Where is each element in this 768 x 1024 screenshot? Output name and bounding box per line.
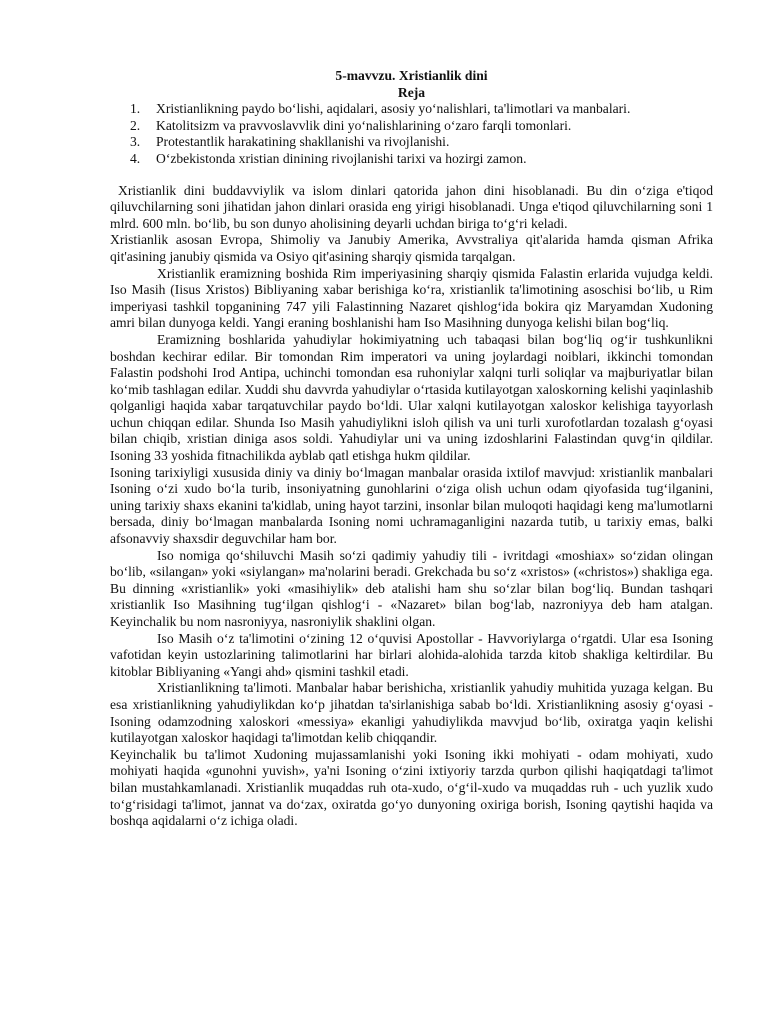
plan-item: [110, 118, 713, 135]
plan-item-text: Protestantlik harakatining shakllanishi va rivojlanishi.: [156, 134, 450, 150]
document-body: [110, 68, 713, 830]
paragraph: Iso Masih o‘z ta'limotini o‘zining 12 o‘quvisi Apostollar - Havvoriylarga o‘rgatdi. Ular esa Isoning vafotidan keyin ustozlarining talimotlarini har birlari alohida-alohida tarzda kitob shakliga keltirdilar. Bu kitoblar Bibliyaning «Yangi ahd» qismini tashkil etadi.: [110, 630, 713, 679]
plan-item-number: 3.: [130, 134, 141, 150]
plan-item-text: Katolitsizm va pravvoslavvlik dini yo‘nalishlarining o‘zaro farqli tomonlari.: [156, 117, 572, 133]
paragraph: Eramizning boshlarida yahudiylar hokimiyatning uch tabaqasi bilan bog‘liq og‘ir tushkunlikni boshdan kechirar edilar. Bir tomondan Rim imperatori va uning joylardagi noiblari, ikkinchi tomondan Falastin podshohi Irod Antipa, uchinchi tomondan esa ruhoniylar xalqni turli soliqlar va majburiyatlar bilan ko‘mib tashlagan edilar. Xuddi shu davvrda yahudiylar o‘rtasida kutilayotgan xaloskorning kelishi yaqinlashib qolganligi haqida xabar tarqatuvchilar paydo bo‘ldi. Ular xalqni kutilayotgan xaloskor kelishiga tayyorlash uchun chiqqan edilar. Shunda Iso Masih yahudiylikni isloh qilish va uni turli xurofotlardan tozalash g‘oyasi bilan chiqib, xristian diniga asos soldi. Yahudiylar uni va uning izdoshlarini Falastindan quvg‘in qildilar. Isoning 33 yoshida fitnachilikda ayblab qatl etishga hukm qildilar.: [110, 331, 713, 464]
plan-item-number: 4.: [130, 150, 141, 166]
document-title: 5-mavvzu. Xristianlik dini: [335, 68, 488, 83]
paragraph: Xristianlikning ta'limoti. Manbalar habar berishicha, xristianlik yahudiy muhitida yuzaga kelgan. Bu esa xristianlikning yahudiylikdan ko‘p jihatdan ta'sirlanishiga sabab bo‘ldi. Xristianlikning asosiy g‘oyasi - Isoning odamzodning xaloskori «messiya» ekanligi yahudiylikda mavvjud bo‘lib, oxiratga yaqin kelishi kutilayotgan xaloskor haqidagi ta'limotdan kelib chiqqandir.: [110, 680, 713, 746]
plan-item-text: O‘zbekistonda xristian dinining rivojlanishi tarixi va hozirgi zamon.: [156, 150, 527, 166]
plan-item: [110, 101, 713, 118]
plan-item: [110, 134, 713, 151]
plan-item-text: Xristianlikning paydo bo‘lishi, aqidalari, asosiy yo‘nalishlari, ta'limotlari va manbalari.: [156, 101, 631, 117]
paragraph: Xristianlik eramizning boshida Rim imperiyasining sharqiy qismida Falastin erlarida vujudga keldi. Iso Masih (Iisus Xristos) Bibliyaning xabar berishiga ko‘ra, xristianlik ta'limotining asoschisi bo‘lib, u Rim imperiyasi tashkil topganining 747 yili Falastinning Nazaret qishlog‘ida bokira qiz Maryamdan Xudoning amri bilan dunyoga keldi. Yangi eraning boshlanishi ham Iso Masihning dunyoga kelishi bilan bog‘liq.: [110, 265, 713, 331]
plan-item-number: 2.: [130, 117, 141, 133]
plan-item-number: 1.: [130, 101, 141, 117]
paragraph: Keyinchalik bu ta'limot Xudoning mujassamlanishi yoki Isoning ikki mohiyati - odam mohiyati, xudo mohiyati haqida «gunohni yuvish», ya'ni Isoning o‘zini ixtiyoriy tarzda qurbon qilishi haqiqatdagi ta'limot bilan mustahkamlanadi. Xristianlik muqaddas ruh ota-xudo, o‘g‘il-xudo va muqaddas ruh - uch yuzlik xudo to‘g‘risidagi ta'limot, jannat va do‘zax, oxiratda go‘yo dunyoning oxiriga borish, Isoning qaytishi haqida va boshqa aqidalarni o‘z ichiga oladi.: [110, 746, 713, 829]
paragraph: Xristianlik dini buddavviylik va islom dinlari qatorida jahon dini hisoblanadi. Bu din o‘ziga e'tiqod qiluvchilarning soni jihatidan jahon dinlari orasida eng yirigi hisoblanadi. Unga e'tiqod qiluvchilarning soni 1 mlrd. 600 mln. bo‘lib, bu son dunyo aholisining deyarli uchdan biriga to‘g‘ri keladi.: [110, 182, 713, 231]
plan-list: [110, 101, 713, 167]
paragraph: Iso nomiga qo‘shiluvchi Masih so‘zi qadimiy yahudiy tili - ivritdagi «moshiax» so‘zidan olingan bo‘lib, «silangan» yoki «siylangan» ma'nolarini beradi. Grekchada bu so‘z «xristos» («christos») shakliga ega. Bu dinning «xristianlik» yoki «masihiylik» deb atalishi ham shu so‘zlar bilan bog‘liq. Bundan tashqari xristianlik Iso Masihning tug‘ilgan qishlog‘i - «Nazaret» bilan bog‘lab, nazroniyya deb ham atalgan. Keyinchalik bu nom nasroniyya, nasroniylik shaklini olgan.: [110, 547, 713, 629]
paragraph: Isoning tarixiyligi xususida diniy va diniy bo‘lmagan manbalar orasida ixtilof mavvjud: xristianlik manbalari Isoning o‘zi xudo bo‘la turib, insoniyatning gunohlarini o‘ziga olish uchun odam qiyofasida tug‘ilganini, uning tarixiy shaxs ekanini ta'kidlab, uning hayot tarzini, insonlar bilan muloqoti haqidagi keng ma'lumotlarni bersada, diniy bo‘lmagan manbalarda Isoning nomi uchramaganligini nazarda tutib, u tarixiy emas, balki afsonavviy shaxsdir deguvchilar ham bor.: [110, 464, 713, 547]
plan-item: [110, 151, 713, 168]
paragraph: Xristianlik asosan Evropa, Shimoliy va Janubiy Amerika, Avvstraliya qit'alarida hamda qisman Afrika qit'asining janubiy qismida va Osiyo qit'asining sharqiy qismida tarqalgan.: [110, 232, 713, 264]
plan-heading: Reja: [397, 84, 426, 100]
